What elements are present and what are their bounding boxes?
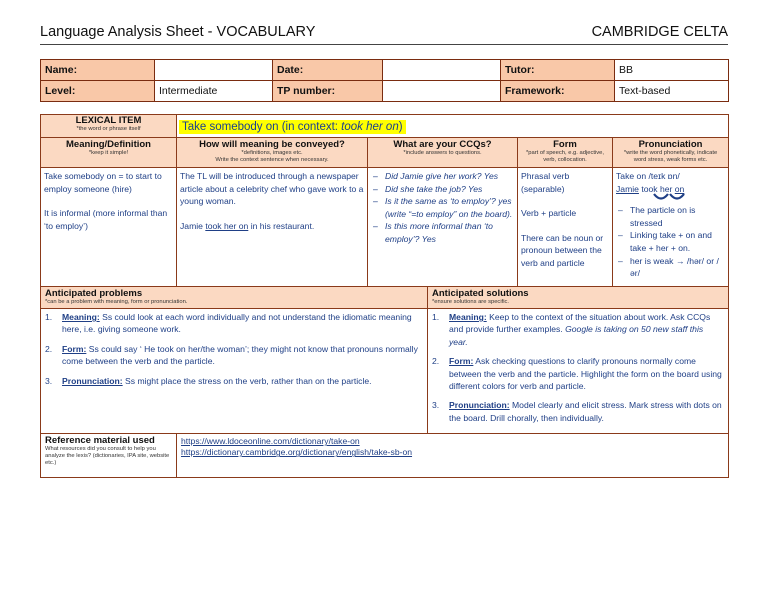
problem-text: Ss could say ‘ He took on her/the woman’; they might not know that pronouns normally come between the verb and the particle.	[62, 343, 418, 367]
solutions-sub: *ensure solutions are specific.	[432, 299, 510, 305]
reference-link-longman[interactable]: https://www.ldoceonline.com/dictionary/take-on	[181, 436, 360, 447]
meaning-definition: Take somebody on = to start to employ someone (hire)	[44, 171, 162, 194]
ccqs-sub: *include answers to questions.	[403, 150, 482, 156]
lexical-item-close: )	[398, 121, 403, 133]
document-header	[40, 24, 728, 46]
example-subject: Jamie	[616, 183, 639, 194]
form-cell	[518, 168, 613, 287]
lexical-item-value-cell	[177, 115, 729, 138]
problem-number: 3.	[45, 375, 53, 386]
header-rule	[40, 44, 728, 45]
solution-example: Google is taking on 50 new staff this year.	[449, 324, 704, 347]
form-column-header	[518, 138, 613, 168]
problems-heading: Anticipated problems	[45, 288, 143, 299]
meaning-sub: *keep it simple!	[88, 150, 129, 156]
solution-label: Form:	[449, 356, 474, 367]
reference-link-cambridge[interactable]: https://dictionary.cambridge.org/dictionary/english/take-sb-on	[181, 447, 413, 458]
solutions-heading: Anticipated solutions	[432, 288, 529, 299]
pronunciation-column-header	[613, 138, 729, 168]
tutor-field[interactable]: BB	[615, 60, 729, 81]
framework-field[interactable]: Text-based	[615, 81, 729, 102]
date-label: Date:	[273, 60, 383, 81]
info-table	[40, 59, 729, 102]
problems-sub: *can be a problem with meaning, form or pronunciation.	[45, 299, 188, 305]
ccqs-heading: What are your CCQs?	[393, 139, 492, 150]
example-particle: on	[674, 183, 685, 194]
brand-name: CAMBRIDGE CELTA	[591, 24, 728, 40]
context-sentence-target: took her on	[205, 220, 249, 231]
ccq-list	[371, 170, 514, 246]
level-field[interactable]: Intermediate	[155, 81, 273, 102]
ccqs-column-header	[368, 138, 518, 168]
conveyed-sub-2: Write the context sentence when necessary.	[215, 157, 329, 163]
solution-text: Ask checking questions to clarify pronouns normally come between the verb and the particle. Highlight the form on the board using different colors for verb and particle.	[449, 356, 722, 392]
reference-sub: What resources did you consult to help you analyze the lexis? (dictionaries, IPA site, website etc.)	[45, 446, 170, 467]
problem-item	[45, 343, 423, 368]
pronunciation-example	[616, 183, 725, 196]
reference-links-cell	[177, 434, 729, 478]
solution-number: 2.	[432, 356, 440, 367]
solution-label: Pronunciation:	[449, 400, 510, 411]
form-pattern: Verb + particle	[521, 208, 577, 219]
pronunciation-phonetic: Take on /teɪk ɒn/	[616, 171, 680, 181]
problem-label: Pronunciation:	[62, 375, 123, 386]
tutor-label: Tutor:	[501, 60, 615, 81]
problems-list	[41, 309, 427, 396]
context-sentence-end: in his restaurant.	[248, 220, 315, 231]
meaning-column-header	[41, 138, 177, 168]
conveyed-heading: How will meaning be conveyed?	[199, 139, 345, 150]
conveyed-column-header	[177, 138, 368, 168]
solution-number: 1.	[432, 312, 440, 322]
problem-number: 2.	[45, 343, 53, 354]
name-field[interactable]	[155, 60, 273, 81]
lexical-item-sub: *the word or phrase itself	[76, 126, 141, 132]
pronunciation-note: – her is weak → /hər/ or /ər/	[616, 255, 725, 280]
context-sentence-start: Jamie	[180, 220, 206, 231]
lexical-item-header	[41, 115, 177, 138]
form-sub-2: verb, collocation.	[543, 157, 587, 163]
ccq-item: – Is it the same as ‘to employ’? yes (write “=to employ” on the board).	[371, 195, 514, 220]
problem-item	[45, 375, 423, 387]
lexical-item-main: Take somebody on (in context:	[182, 121, 342, 133]
solutions-cell	[428, 309, 729, 434]
solution-number: 3.	[432, 400, 440, 411]
problem-label: Form:	[62, 343, 87, 354]
framework-label: Framework:	[501, 81, 615, 102]
problem-item	[45, 311, 423, 336]
lexical-item-context: took her on	[341, 121, 399, 133]
solution-item	[432, 399, 724, 424]
solution-item	[432, 355, 724, 392]
analysis-table	[40, 114, 729, 478]
problems-header	[41, 287, 428, 309]
conveyed-introduction: The TL will be introduced through a newspaper article about a celebrity chef who gave work to a young woman.	[180, 171, 364, 207]
conveyed-context-sentence	[180, 220, 364, 233]
solutions-list	[428, 309, 728, 433]
ccqs-cell	[368, 168, 518, 287]
meaning-register: It is informal (more informal than ‘to employ’)	[44, 208, 168, 231]
pronunciation-sub-1: *write the word phonetically, indicate	[623, 150, 718, 156]
solution-text: Keep to the context of the situation about work. Ask CCQs and provide further examples.	[449, 312, 711, 335]
form-note: There can be noun or pronoun between the verb and particle	[521, 232, 604, 268]
ccq-item: – Is this more informal than ‘to employ’? Yes	[371, 220, 514, 245]
solutions-header	[428, 287, 729, 309]
problem-label: Meaning:	[62, 312, 100, 322]
conveyed-cell	[177, 168, 368, 287]
solution-text: Model clearly and elicit stress. Mark stress with dots on the board. Drill chorally, then individually.	[449, 400, 722, 423]
meaning-heading: Meaning/Definition	[66, 139, 151, 150]
pronunciation-heading: Pronunciation	[638, 139, 703, 150]
pronunciation-sub-2: word stress, weak forms etc.	[633, 157, 708, 163]
document-title: Language Analysis Sheet - VOCABULARY	[40, 24, 316, 40]
solution-label: Meaning:	[449, 312, 487, 322]
ccq-item: – Did she take the job? Yes	[371, 183, 514, 196]
form-sub-1: *part of speech, e.g. adjective,	[526, 150, 604, 156]
solution-item	[432, 311, 724, 348]
ccq-item: – Did Jamie give her work? Yes	[371, 170, 514, 183]
pronunciation-notes	[616, 204, 725, 280]
form-heading: Form	[553, 139, 577, 150]
conveyed-sub-1: *definitions, images etc.	[241, 150, 303, 156]
tp-number-field[interactable]	[383, 81, 501, 102]
meaning-cell	[41, 168, 177, 287]
name-label: Name:	[41, 60, 155, 81]
lexical-item-heading: LEXICAL ITEM	[75, 115, 142, 126]
tp-number-label: TP number:	[273, 81, 383, 102]
reference-header	[41, 434, 177, 478]
pronunciation-cell	[613, 168, 729, 287]
pronunciation-note: – The particle on is stressed	[616, 204, 725, 229]
problem-text: Ss might place the stress on the verb, rather than on the particle.	[122, 375, 372, 386]
example-middle: took her	[638, 183, 675, 194]
problem-number: 1.	[45, 312, 53, 322]
level-label: Level:	[41, 81, 155, 102]
problem-text: Ss could look at each word individually and not understand the idiomatic meaning here, i.e. giving someone work.	[62, 312, 412, 335]
form-type: Phrasal verb (separable)	[521, 171, 570, 194]
pronunciation-note: – Linking take + on and take + her + on.	[616, 229, 725, 254]
reference-heading: Reference material used	[45, 435, 155, 447]
problems-cell	[41, 309, 428, 434]
lexical-item-value	[179, 120, 406, 134]
date-field[interactable]	[383, 60, 501, 81]
